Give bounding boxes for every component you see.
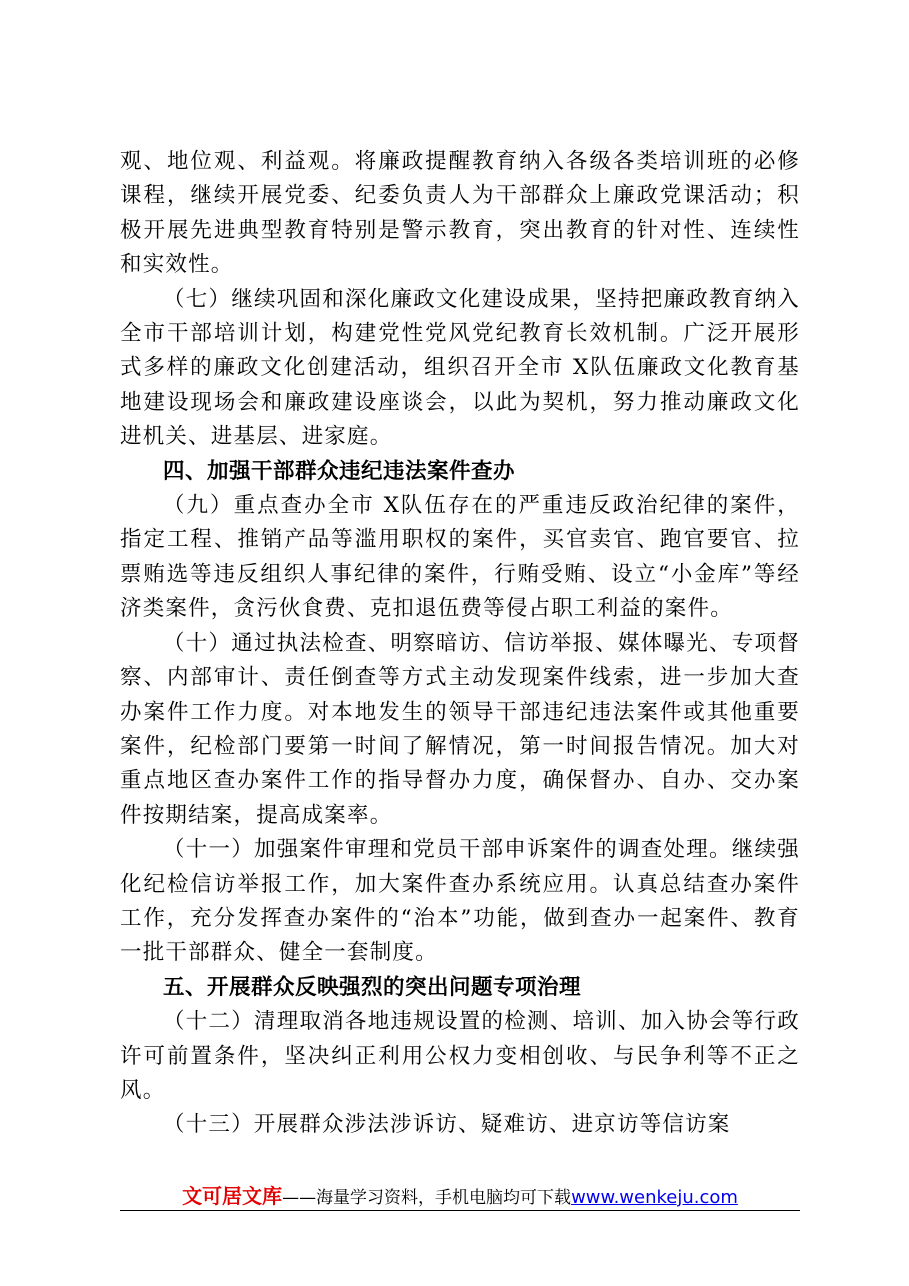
paragraph-item-13: （十三）开展群众涉法涉诉访、疑难访、进京访等信访案 — [163, 1112, 731, 1138]
section-heading-5: 五、开展群众反映强烈的突出问题专项治理 — [163, 974, 582, 1000]
paragraph-item-11: （十一）加强案件审理和党员干部申诉案件的调查处理。继续强化纪检信访举报工作，加大案件查办系统应用。认真总结查办案件工作，充分发挥查办案件的“治本”功能，做到查办一起案件、教育一批干部群众、健全一套制度。 — [120, 837, 800, 966]
document-body — [120, 145, 800, 1143]
footer-divider — [120, 1210, 800, 1211]
paragraph-item-7: （七）继续巩固和深化廉政文化建设成果，坚持把廉政教育纳入全市干部培训计划，构建党性党风党纪教育长效机制。广泛开展形式多样的廉政文化创建活动，组织召开全市 X队伍廉政文化教育基地建设现场会和廉政建设座谈会，以此为契机，努力推动廉政文化进机关、进基层、进家庭。 — [120, 286, 800, 450]
paragraph-item-10: （十）通过执法检查、明察暗访、信访举报、媒体曝光、专项督察、内部审计、责任倒查等方式主动发现案件线索，进一步加大查办案件工作力度。对本地发生的领导干部违纪违法案件或其他重要案件，纪检部门要第一时间了解情况，第一时间报告情况。加大对重点地区查办案件工作的指导督办力度，确保督办、自办、交办案件按期结案，提高成案率。 — [120, 630, 800, 828]
footer-website-link[interactable]: www.wenkeju.com — [571, 1187, 738, 1208]
paragraph-item-12: （十二）清理取消各地违规设置的检测、培训、加入协会等行政许可前置条件，坚决纠正利用公权力变相创收、与民争利等不正之风。 — [120, 1009, 800, 1103]
section-heading-4: 四、加强干部群众违纪违法案件查办 — [163, 458, 516, 484]
footer-tagline: ——海量学习资料，手机电脑均可下载 — [282, 1188, 572, 1208]
page-footer — [120, 1180, 800, 1212]
footer-brand: 文可居文库 — [182, 1184, 283, 1208]
paragraph-item-9: （九）重点查办全市 X队伍存在的严重违反政治纪律的案件，指定工程、推销产品等滥用职权的案件，买官卖官、跑官要官、拉票贿选等违反组织人事纪律的案件，行贿受贿、设立“小金库”等经济类案件，贪污伙食费、克扣退伍费等侵占职工利益的案件。 — [120, 493, 800, 622]
paragraph-continuation: 观、地位观、利益观。将廉政提醒教育纳入各级各类培训班的必修课程，继续开展党委、纪委负责人为干部群众上廉政党课活动；积极开展先进典型教育特别是警示教育，突出教育的针对性、连续性和实效性。 — [120, 149, 800, 278]
